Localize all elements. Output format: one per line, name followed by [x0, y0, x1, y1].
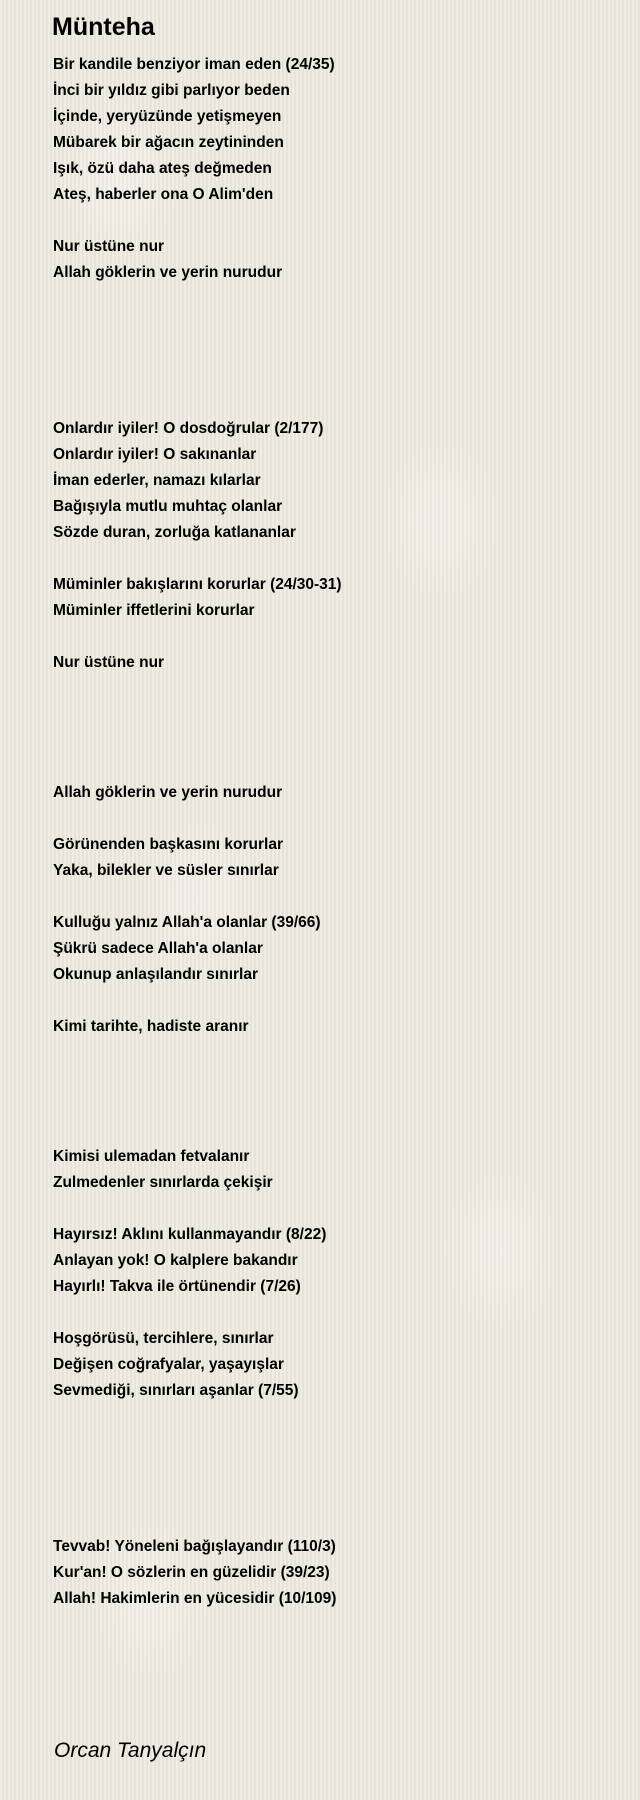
poem-line: Anlayan yok! O kalplere bakandır — [53, 1252, 298, 1269]
stanza-gap — [53, 390, 613, 416]
poem-line: Kulluğu yalnız Allah'a olanlar (39/66) — [53, 914, 321, 931]
poem-line: Allah! Hakimlerin en yücesidir (10/109) — [53, 1590, 337, 1607]
stanza-gap — [53, 286, 613, 312]
stanza-gap — [53, 884, 613, 910]
poem-line: Kimi tarihte, hadiste aranır — [53, 1018, 249, 1035]
poem-body — [53, 52, 613, 1612]
stanza-gap — [53, 364, 613, 390]
poem-line: Hayırsız! Aklını kullanmayandır (8/22) — [53, 1226, 327, 1243]
poem-line: Yaka, bilekler ve süsler sınırlar — [53, 862, 279, 879]
stanza-gap — [53, 1430, 613, 1456]
poem-line: Onlardır iyiler! O sakınanlar — [53, 446, 257, 463]
poem-line: Allah göklerin ve yerin nurudur — [53, 264, 283, 281]
poem-line: Şükrü sadece Allah'a olanlar — [53, 940, 263, 957]
stanza-gap — [53, 754, 613, 780]
poem-line: Nur üstüne nur — [53, 654, 165, 671]
poem-line: Işık, özü daha ateş değmeden — [53, 160, 272, 177]
poem-line: İman ederler, namazı kılarlar — [53, 472, 261, 489]
stanza-gap — [53, 1118, 613, 1144]
stanza-gap — [53, 1092, 613, 1118]
stanza-gap — [53, 1066, 613, 1092]
poem-title: Münteha — [52, 13, 155, 41]
stanza-gap — [53, 676, 613, 702]
poem-line: Ateş, haberler ona O Alim'den — [53, 186, 274, 203]
poem-line: Onlardır iyiler! O dosdoğrular (2/177) — [53, 420, 324, 437]
stanza-gap — [53, 1508, 613, 1534]
poem-line: Bir kandile benziyor iman eden (24/35) — [53, 56, 335, 73]
stanza-gap — [53, 1196, 613, 1222]
stanza-gap — [53, 1300, 613, 1326]
poem-line: Hayırlı! Takva ile örtünendir (7/26) — [53, 1278, 301, 1295]
poem-line: Kimisi ulemadan fetvalanır — [53, 1148, 250, 1165]
poem-line: Allah göklerin ve yerin nurudur — [53, 784, 283, 801]
stanza-gap — [53, 338, 613, 364]
poem-line: İnci bir yıldız gibi parlıyor beden — [53, 82, 290, 99]
stanza-gap — [53, 806, 613, 832]
poem-line: Sevmediği, sınırları aşanlar (7/55) — [53, 1382, 299, 1399]
stanza-gap — [53, 1482, 613, 1508]
stanza-gap — [53, 988, 613, 1014]
poem-line: Sözde duran, zorluğa katlananlar — [53, 524, 296, 541]
stanza-gap — [53, 546, 613, 572]
author-signature: Orcan Tanyalçın — [54, 1739, 207, 1762]
stanza-gap — [53, 1040, 613, 1066]
poem-line: Zulmedenler sınırlarda çekişir — [53, 1174, 273, 1191]
poem-line: Müminler iffetlerini korurlar — [53, 602, 255, 619]
stanza-gap — [53, 1456, 613, 1482]
poem-line: Müminler bakışlarını korurlar (24/30-31) — [53, 576, 342, 593]
poem-line: Okunup anlaşılandır sınırlar — [53, 966, 258, 983]
stanza-gap — [53, 702, 613, 728]
poem-line: Mübarek bir ağacın zeytininden — [53, 134, 284, 151]
stanza-gap — [53, 1404, 613, 1430]
stanza-gap — [53, 728, 613, 754]
poem-line: Nur üstüne nur — [53, 238, 165, 255]
stanza-gap — [53, 624, 613, 650]
poem-line: İçinde, yeryüzünde yetişmeyen — [53, 108, 282, 125]
stanza-gap — [53, 208, 613, 234]
poem-line: Hoşgörüsü, tercihlere, sınırlar — [53, 1330, 274, 1347]
poem-line: Kur'an! O sözlerin en güzelidir (39/23) — [53, 1564, 330, 1581]
poem-line: Bağışıyla mutlu muhtaç olanlar — [53, 498, 283, 515]
poem-line: Değişen coğrafyalar, yaşayışlar — [53, 1356, 284, 1373]
poem-line: Tevvab! Yöneleni bağışlayandır (110/3) — [53, 1538, 336, 1555]
stanza-gap — [53, 312, 613, 338]
poem-line: Görünenden başkasını korurlar — [53, 836, 283, 853]
